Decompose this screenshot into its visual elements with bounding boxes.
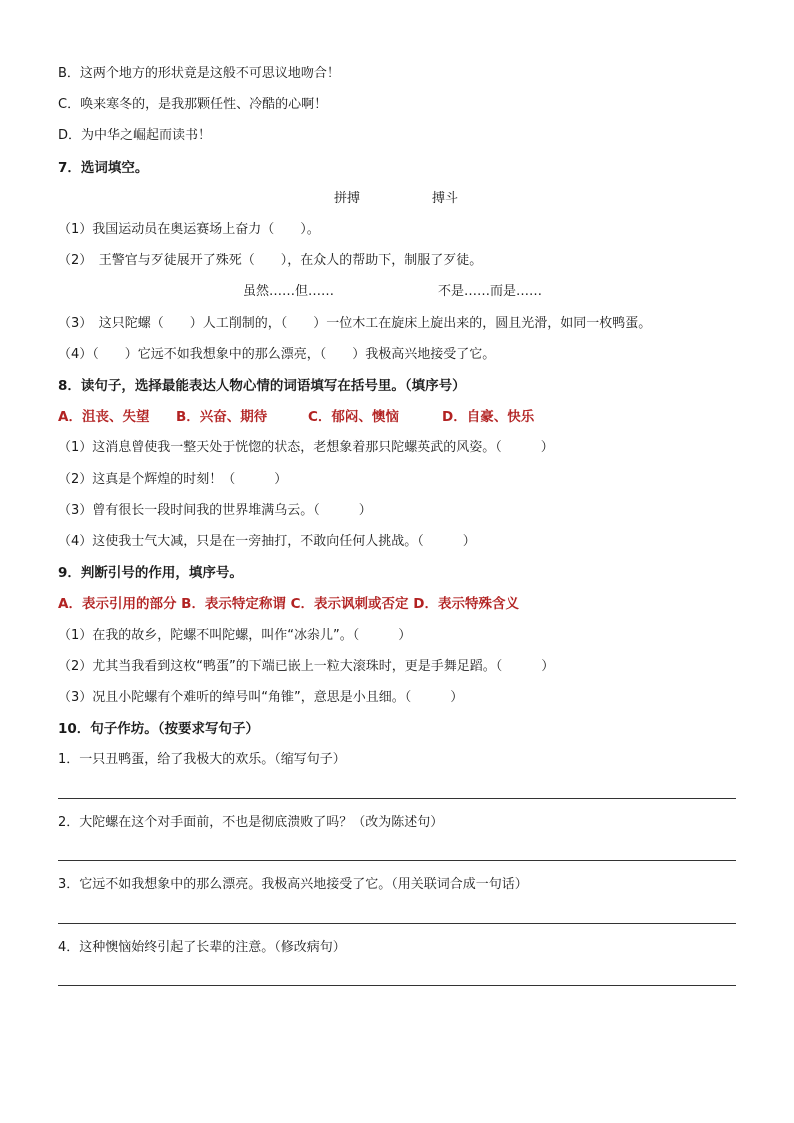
q7-item-3: （3） 这只陀螺（ ）人工削制的，（ ）一位木工在旋床上旋出来的，圆且光滑，如同一枚鸭蛋。 xyxy=(58,316,652,331)
q7-conj-1: 虽然……但…… xyxy=(243,284,335,299)
answer-line-4[interactable] xyxy=(58,985,736,986)
q7-word-1: 拼搏 xyxy=(334,191,361,206)
q8-option-b: B．兴奋、期待 xyxy=(176,409,268,425)
q8-option-a: A．沮丧、失望 xyxy=(58,409,150,425)
q6-option-d: D．为中华之崛起而读书！ xyxy=(58,128,212,143)
q7-word-2: 搏斗 xyxy=(432,191,459,206)
q8-item-3: （3）曾有很长一段时间我的世界堆满乌云。（ ） xyxy=(58,503,372,518)
q8-option-c: C．郁闷、懊恼 xyxy=(308,409,399,425)
q7-conj-2: 不是……而是…… xyxy=(438,284,543,299)
q8-item-4: （4）这使我士气大减，只是在一旁抽打，不敢向任何人挑战。（ ） xyxy=(58,534,476,549)
q9-item-1: （1）在我的故乡，陀螺不叫陀螺，叫作“冰尜儿”。（ ） xyxy=(58,628,412,643)
q10-heading: 10．句子作坊。（按要求写句子） xyxy=(58,721,260,737)
answer-line-1[interactable] xyxy=(58,798,736,799)
q7-item-4: （4）（ ）它远不如我想象中的那么漂亮，（ ）我极高兴地接受了它。 xyxy=(58,347,496,362)
q10-item-3: 3．它远不如我想象中的那么漂亮。我极高兴地接受了它。（用关联词合成一句话） xyxy=(58,877,528,892)
answer-line-2[interactable] xyxy=(58,860,736,861)
q10-item-2: 2．大陀螺在这个对手面前，不也是彻底溃败了吗？（改为陈述句） xyxy=(58,815,444,830)
q8-options xyxy=(58,408,534,426)
q9-item-3: （3）况且小陀螺有个难听的绰号叫“角锥”，意思是小且细。（ ） xyxy=(58,690,464,705)
q6-option-b: B．这两个地方的形状竟是这般不可思议地吻合！ xyxy=(58,66,340,81)
q10-item-4: 4．这种懊恼始终引起了长辈的注意。（修改病句） xyxy=(58,940,346,955)
q10-item-1: 1．一只丑鸭蛋，给了我极大的欢乐。（缩写句子） xyxy=(58,752,346,767)
q8-heading: 8．读句子，选择最能表达人物心情的词语填写在括号里。（填序号） xyxy=(58,378,466,394)
q6-option-c: C．唤来寒冬的，是我那颗任性、冷酷的心啊！ xyxy=(58,97,328,112)
q7-item-1: （1）我国运动员在奥运赛场上奋力（ ）。 xyxy=(58,222,320,237)
q8-item-1: （1）这消息曾使我一整天处于恍惚的状态，老想象着那只陀螺英武的风姿。（ ） xyxy=(58,440,554,455)
q9-options: A．表示引用的部分 B．表示特定称谓 C．表示讽刺或否定 D．表示特殊含义 xyxy=(58,596,519,612)
q7-item-2: （2） 王警官与歹徒展开了殊死（ ），在众人的帮助下，制服了歹徒。 xyxy=(58,253,483,268)
answer-line-3[interactable] xyxy=(58,923,736,924)
q8-item-2: （2）这真是个辉煌的时刻！（ ） xyxy=(58,472,288,487)
q9-heading: 9．判断引号的作用，填序号。 xyxy=(58,565,243,581)
q8-option-d: D．自豪、快乐 xyxy=(442,409,535,425)
q9-item-2: （2）尤其当我看到这枚“鸭蛋”的下端已嵌上一粒大滚珠时，更是手舞足蹈。（ ） xyxy=(58,659,555,674)
q7-heading: 7．选词填空。 xyxy=(58,160,149,176)
